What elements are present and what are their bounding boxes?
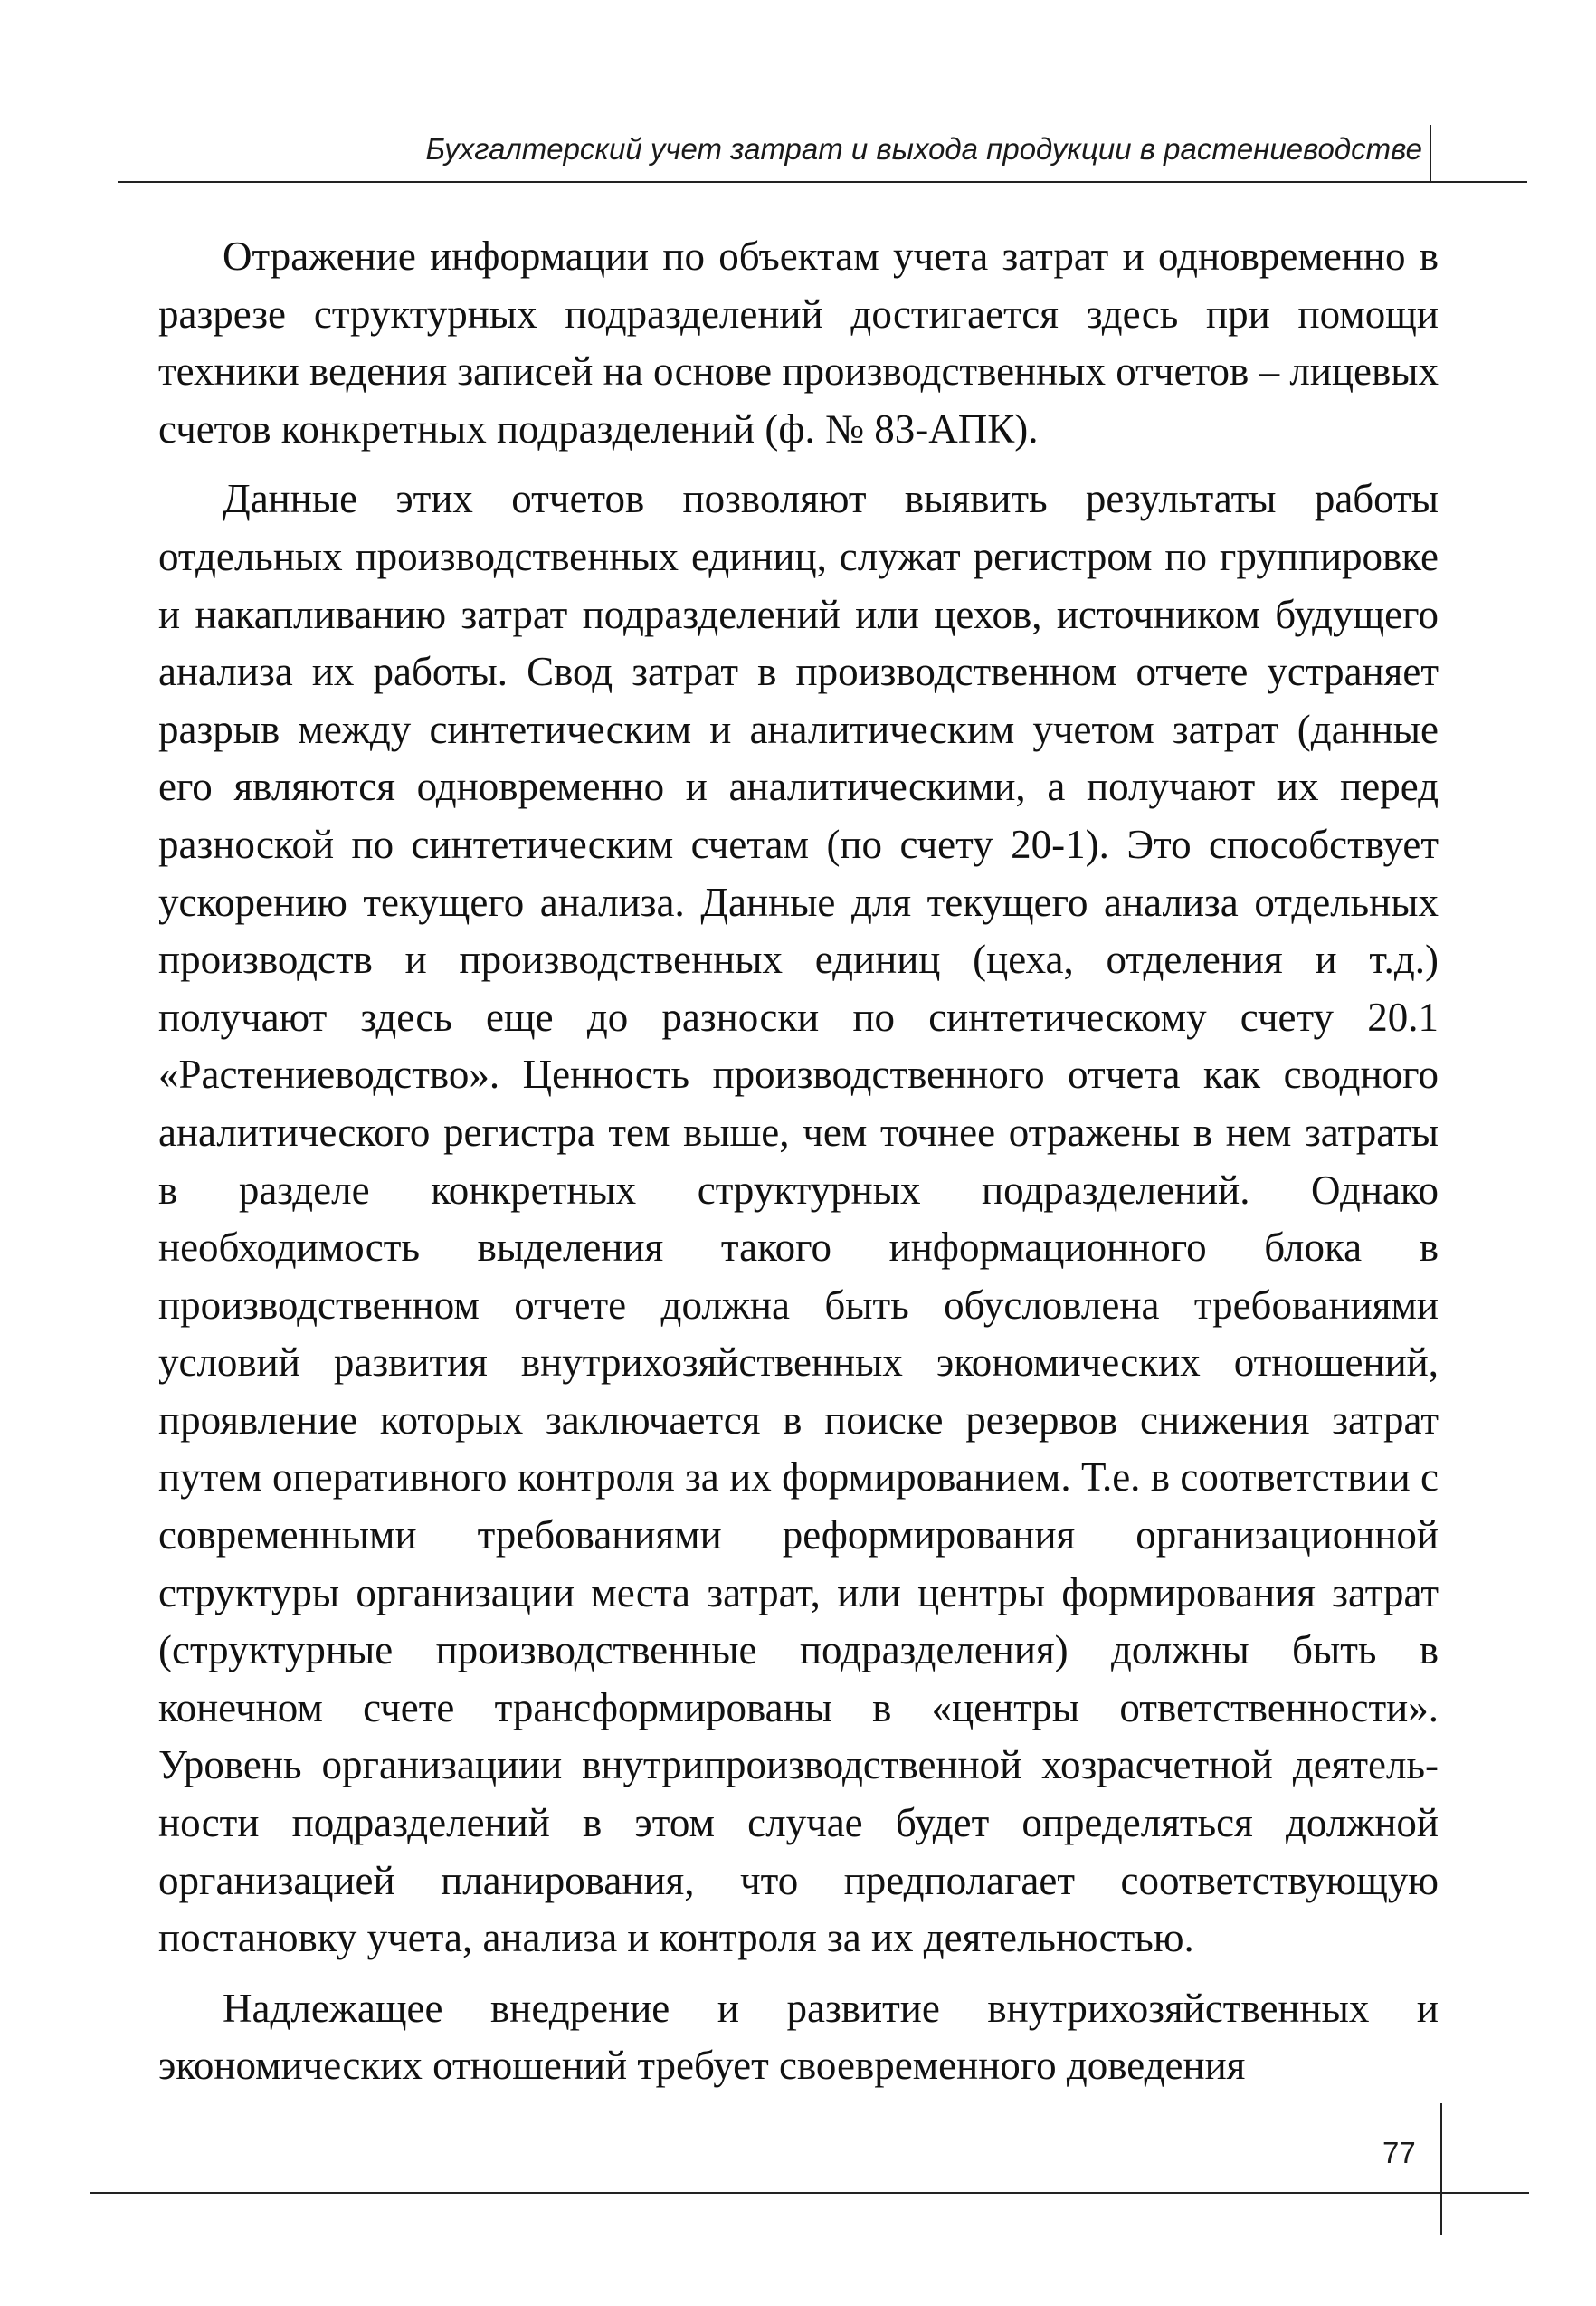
page-number: 77 bbox=[1382, 2136, 1416, 2169]
paragraph-2: Данные этих отчетов позволяют выявить результаты работы отдельных производственных единиц, служат регистром по группировке и накапливанию затрат подразделений или цехов, источником будущего анализа их работы. Свод затрат в производственном отчете устраняет разрыв между синтетическим и аналитическим учетом затрат (данные его являются одновременно и аналитическими, а получают их перед разноской по синтетическим счетам (по счету 20-1). Это способствует ускорению текущего анализа. Данные для текущего анализа отдельных производств и производственных единиц (цеха, отделения и т.д.) получают здесь еще до разноски по синтетическому счету 20.1 «Растениеводство». Ценность производственного отчета как сводного аналитического регистра тем выше, чем точнее отражены в нем затраты в разделе конкретных структурных подразделений. Однако необходимость выделения такого информационного блока в производственном отчете должна быть обусловлена требованиями условий развития внутрихозяйственных экономических отношений, проявление которых заключается в поиске резервов снижения затрат путем оперативного контроля за их формированием. Т.е. в соответствии с современными требованиями реформирования организационной структуры организации места затрат, или центры формирования затрат (структурные производственные подразделения) должны быть в конечном счете трансформированы в «центры ответственности». Уровень организациии внутрипроизводственной хозрасчетной деятельности подразделений в этом случае будет определяться должной организацией планирования, что предполагает соответствующую постановку учета, анализа и контроля за их деятельностью. bbox=[158, 476, 1439, 1961]
page-footer bbox=[0, 2082, 1596, 2235]
header-tick bbox=[1430, 125, 1431, 183]
paragraph-1: Отражение информации по объектам учета затрат и одновременно в разрезе структурных подразделений достигается здесь при помощи техники ведения записей на основе производственных отчетов – лицевых счетов конкретных подразделений (ф. № 83-АПК). bbox=[158, 233, 1439, 452]
page-body bbox=[158, 228, 1439, 2095]
footer-rule bbox=[90, 2192, 1529, 2194]
running-title: Бухгалтерский учет затрат и выхода продукции в растениеводстве bbox=[425, 132, 1422, 166]
paragraph-3: Надлежащее внедрение и развитие внутрихозяйственных и экономических отношений требует своевременного доведения bbox=[158, 1985, 1439, 2089]
footer-tick bbox=[1440, 2103, 1442, 2235]
header-rule bbox=[118, 181, 1527, 183]
running-header bbox=[118, 125, 1439, 177]
